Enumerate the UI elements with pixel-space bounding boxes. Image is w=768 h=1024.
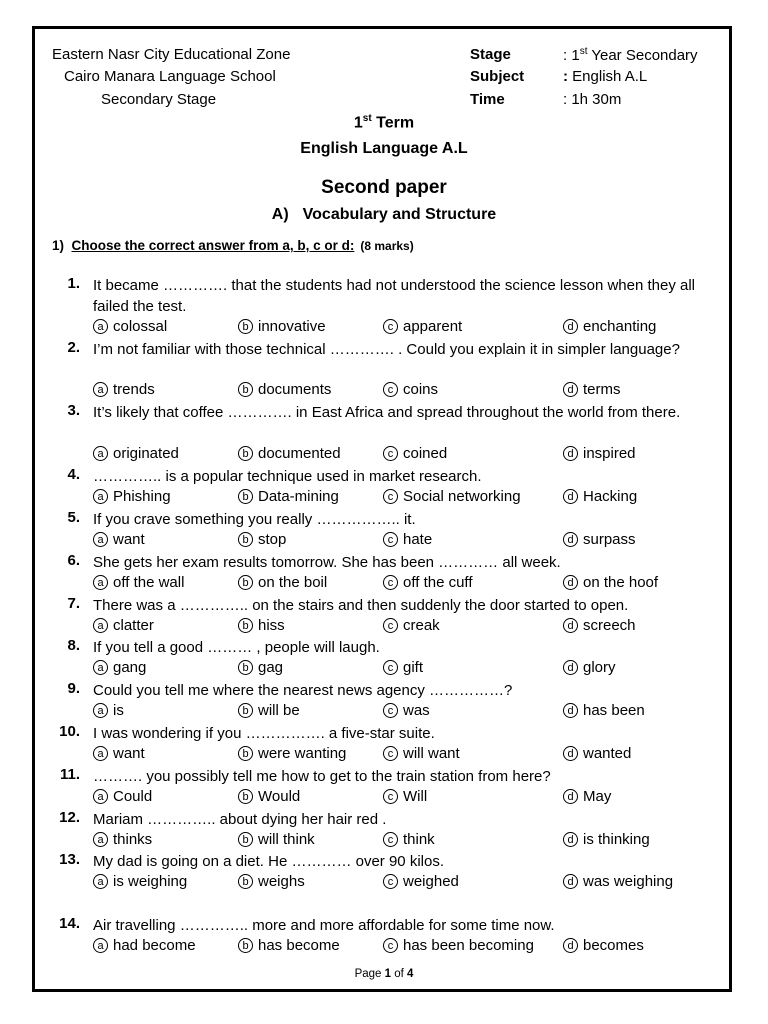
answer-option-a[interactable] [93, 937, 196, 954]
question-number: 12. [59, 809, 80, 826]
option-letter-circle: a [93, 832, 108, 847]
answer-option-c[interactable] [383, 745, 460, 762]
page-footer: Page 1 of 4 [354, 968, 414, 980]
answer-option-a[interactable] [93, 702, 124, 719]
option-text: on the boil [258, 574, 328, 591]
option-letter-circle: d [563, 489, 578, 504]
option-letter-circle: c [383, 703, 398, 718]
option-text: has become [258, 937, 340, 954]
option-text: Social networking [403, 488, 521, 505]
option-text: is [113, 702, 124, 719]
option-letter-circle: b [238, 489, 253, 504]
option-text: off the wall [113, 574, 185, 591]
answer-option-a[interactable] [93, 318, 167, 335]
option-letter-circle: b [238, 575, 253, 590]
option-letter-circle: b [238, 319, 253, 334]
question-number: 9. [67, 680, 80, 697]
option-letter-circle: b [238, 746, 253, 761]
time-value: : 1h 30m [563, 91, 622, 108]
answer-option-d[interactable] [563, 702, 645, 719]
answer-option-d[interactable] [563, 445, 636, 462]
answer-option-b[interactable] [238, 318, 326, 335]
option-letter-circle: b [238, 874, 253, 889]
option-text: off the cuff [403, 574, 473, 591]
answer-option-d[interactable] [563, 873, 673, 890]
answer-option-d[interactable] [563, 788, 611, 805]
answer-option-a[interactable] [93, 745, 145, 762]
answer-option-a[interactable] [93, 617, 154, 634]
option-text: were wanting [258, 745, 347, 762]
answer-option-b[interactable] [238, 788, 300, 805]
question-number: 4. [67, 466, 80, 483]
option-letter-circle: b [238, 532, 253, 547]
answer-option-b[interactable] [238, 531, 286, 548]
question-number: 7. [67, 595, 80, 612]
option-letter-circle: d [563, 446, 578, 461]
option-letter-circle: d [563, 532, 578, 547]
option-text: hate [403, 531, 433, 548]
question-text: ………….. is a popular technique used in market research. [93, 468, 482, 485]
question-number: 1. [67, 275, 80, 292]
question-text: There was a ………….. on the stairs and then suddenly the door started to open. [93, 597, 629, 614]
option-text: gag [258, 659, 284, 676]
option-text: creak [403, 617, 440, 634]
answer-option-d[interactable] [563, 831, 650, 848]
option-text: wanted [583, 745, 632, 762]
subject-label: Subject [470, 68, 525, 85]
option-letter-circle: d [563, 575, 578, 590]
school-name: Cairo Manara Language School [64, 68, 276, 85]
answer-option-c[interactable] [383, 617, 440, 634]
option-letter-circle: c [383, 660, 398, 675]
option-letter-circle: c [383, 532, 398, 547]
question-text: I was wondering if you ……………. a five-star suite. [93, 725, 435, 742]
section-title: A) Vocabulary and Structure [271, 206, 497, 223]
answer-option-b[interactable] [238, 488, 339, 505]
answer-option-a[interactable] [93, 873, 187, 890]
answer-option-b[interactable] [238, 831, 315, 848]
answer-option-a[interactable] [93, 445, 179, 462]
option-text: innovative [258, 318, 326, 335]
option-letter-circle: a [93, 575, 108, 590]
language-title: English Language A.L [300, 140, 468, 157]
answer-option-b[interactable] [238, 574, 327, 591]
answer-option-d[interactable] [563, 617, 636, 634]
stage-name: Secondary Stage [101, 91, 217, 108]
stage-value: : 1st Year Secondary [563, 46, 698, 64]
option-letter-circle: a [93, 746, 108, 761]
paper-title: Second paper [321, 177, 447, 198]
question-text: Mariam ………….. about dying her hair red . [93, 811, 387, 828]
option-letter-circle: a [93, 703, 108, 718]
answer-option-b[interactable] [238, 381, 331, 398]
option-text: Could [113, 788, 153, 805]
answer-option-c[interactable] [383, 659, 423, 676]
option-text: screech [583, 617, 636, 634]
option-text: enchanting [583, 318, 657, 335]
option-text: Hacking [583, 488, 638, 505]
option-text: want [113, 745, 145, 762]
question-text: My dad is going on a diet. He ………… over 90 kilos. [93, 853, 444, 870]
option-letter-circle: d [563, 832, 578, 847]
answer-option-c[interactable] [383, 381, 438, 398]
answer-option-a[interactable] [93, 488, 171, 505]
option-text: weighs [258, 873, 305, 890]
answer-option-b[interactable] [238, 659, 283, 676]
option-letter-circle: c [383, 489, 398, 504]
option-text: hiss [258, 617, 285, 634]
answer-option-d[interactable] [563, 745, 631, 762]
option-text: is weighing [113, 873, 188, 890]
option-text: coined [403, 445, 448, 462]
question-text: I’m not familiar with those technical …………. . Could you explain it in simpler language? [93, 341, 680, 358]
question-text: It became …………. that the students had not understood the science lesson when they all failed the test. [93, 277, 696, 315]
option-letter-circle: b [238, 832, 253, 847]
option-letter-circle: c [383, 938, 398, 953]
answer-option-c[interactable] [383, 831, 435, 848]
answer-option-a[interactable] [93, 574, 184, 591]
option-text: becomes [583, 937, 644, 954]
question-number: 5. [67, 509, 80, 526]
question-text: It’s likely that coffee …………. in East Africa and spread throughout the world from there. [93, 404, 681, 421]
answer-option-a[interactable] [93, 659, 146, 676]
answer-option-c[interactable] [383, 702, 430, 719]
subject-value: : English A.L [563, 68, 648, 85]
option-text: has been becoming [403, 937, 534, 954]
zone-name: Eastern Nasr City Educational Zone [52, 46, 291, 63]
answer-option-d[interactable] [563, 659, 616, 676]
option-letter-circle: d [563, 874, 578, 889]
option-text: documents [258, 381, 332, 398]
option-text: will think [258, 831, 315, 848]
answer-option-d[interactable] [563, 937, 644, 954]
option-letter-circle: b [238, 446, 253, 461]
option-letter-circle: c [383, 746, 398, 761]
question-number: 8. [67, 637, 80, 654]
answer-option-b[interactable] [238, 445, 341, 462]
option-text: has been [583, 702, 645, 719]
answer-option-b[interactable] [238, 702, 300, 719]
answer-option-c[interactable] [383, 788, 427, 805]
answer-option-b[interactable] [238, 937, 340, 954]
option-letter-circle: a [93, 532, 108, 547]
option-text: clatter [113, 617, 154, 634]
answer-option-d[interactable] [563, 488, 637, 505]
option-letter-circle: c [383, 874, 398, 889]
option-text: think [403, 831, 435, 848]
option-letter-circle: a [93, 489, 108, 504]
option-letter-circle: d [563, 382, 578, 397]
option-letter-circle: a [93, 446, 108, 461]
option-text: had become [113, 937, 196, 954]
question-number: 13. [59, 851, 80, 868]
instruction: 1) Choose the correct answer from a, b, c or d: (8 marks) [52, 238, 414, 253]
option-letter-circle: c [383, 618, 398, 633]
option-letter-circle: b [238, 660, 253, 675]
option-text: want [113, 531, 145, 548]
option-letter-circle: a [93, 618, 108, 633]
option-letter-circle: d [563, 789, 578, 804]
option-text: documented [258, 445, 341, 462]
question-text: If you tell a good ……… , people will laugh. [93, 639, 380, 656]
option-letter-circle: c [383, 382, 398, 397]
answer-option-c[interactable] [383, 488, 521, 505]
option-text: May [583, 788, 612, 805]
option-text: Will [403, 788, 428, 805]
option-letter-circle: b [238, 618, 253, 633]
answer-option-c[interactable] [383, 445, 447, 462]
option-letter-circle: d [563, 746, 578, 761]
option-text: Phishing [113, 488, 171, 505]
option-letter-circle: a [93, 874, 108, 889]
option-letter-circle: a [93, 319, 108, 334]
option-text: Data-mining [258, 488, 339, 505]
answer-option-c[interactable] [383, 873, 459, 890]
answer-option-d[interactable] [563, 381, 621, 398]
question-text: Air travelling ………….. more and more affordable for some time now. [93, 917, 555, 934]
answer-option-a[interactable] [93, 831, 152, 848]
option-text: on the hoof [583, 574, 659, 591]
question-text: She gets her exam results tomorrow. She has been ………… all week. [93, 554, 561, 571]
time-label: Time [470, 91, 505, 108]
question-number: 6. [67, 552, 80, 569]
option-text: coins [403, 381, 439, 398]
option-text: surpass [583, 531, 636, 548]
option-letter-circle: c [383, 832, 398, 847]
question-number: 10. [59, 723, 80, 740]
answer-option-b[interactable] [238, 745, 346, 762]
question-number: 14. [59, 915, 80, 932]
question-text: ………. you possibly tell me how to get to the train station from here? [93, 768, 551, 785]
option-letter-circle: c [383, 319, 398, 334]
answer-option-c[interactable] [383, 531, 432, 548]
question-number: 11. [59, 766, 80, 783]
answer-option-d[interactable] [563, 318, 656, 335]
option-letter-circle: c [383, 789, 398, 804]
option-letter-circle: d [563, 660, 578, 675]
option-letter-circle: c [383, 575, 398, 590]
option-letter-circle: a [93, 660, 108, 675]
option-letter-circle: b [238, 382, 253, 397]
option-letter-circle: d [563, 618, 578, 633]
option-text: colossal [113, 318, 168, 335]
question-text: Could you tell me where the nearest news agency ……………? [93, 682, 513, 699]
answer-option-a[interactable] [93, 531, 145, 548]
answer-option-b[interactable] [238, 617, 285, 634]
option-text: terms [583, 381, 621, 398]
option-letter-circle: d [563, 319, 578, 334]
option-text: inspired [583, 445, 636, 462]
question-number: 3. [67, 402, 80, 419]
option-letter-circle: a [93, 938, 108, 953]
option-text: glory [583, 659, 616, 676]
option-text: apparent [403, 318, 463, 335]
option-letter-circle: a [93, 789, 108, 804]
question-text: If you crave something you really …………….. it. [93, 511, 416, 528]
option-letter-circle: c [383, 446, 398, 461]
option-letter-circle: d [563, 703, 578, 718]
answer-option-c[interactable] [383, 937, 534, 954]
option-text: Would [258, 788, 301, 805]
option-text: gang [113, 659, 147, 676]
stage-label: Stage [470, 46, 511, 63]
answer-option-c[interactable] [383, 318, 462, 335]
answer-option-a[interactable] [93, 788, 152, 805]
answer-option-d[interactable] [563, 531, 636, 548]
option-text: originated [113, 445, 179, 462]
answer-option-b[interactable] [238, 873, 305, 890]
option-text: gift [403, 659, 424, 676]
option-letter-circle: b [238, 703, 253, 718]
answer-option-c[interactable] [383, 574, 473, 591]
option-text: is thinking [583, 831, 650, 848]
option-letter-circle: b [238, 938, 253, 953]
option-text: was weighing [583, 873, 674, 890]
option-text: trends [113, 381, 155, 398]
term-title: 1st Term [353, 113, 415, 132]
option-letter-circle: a [93, 382, 108, 397]
option-letter-circle: b [238, 789, 253, 804]
question-number: 2. [67, 339, 80, 356]
option-text: thinks [113, 831, 153, 848]
option-text: weighed [403, 873, 459, 890]
option-text: stop [258, 531, 287, 548]
option-text: will be [258, 702, 300, 719]
option-text: was [403, 702, 430, 719]
option-letter-circle: d [563, 938, 578, 953]
answer-option-a[interactable] [93, 381, 155, 398]
answer-option-d[interactable] [563, 574, 658, 591]
option-text: will want [403, 745, 460, 762]
